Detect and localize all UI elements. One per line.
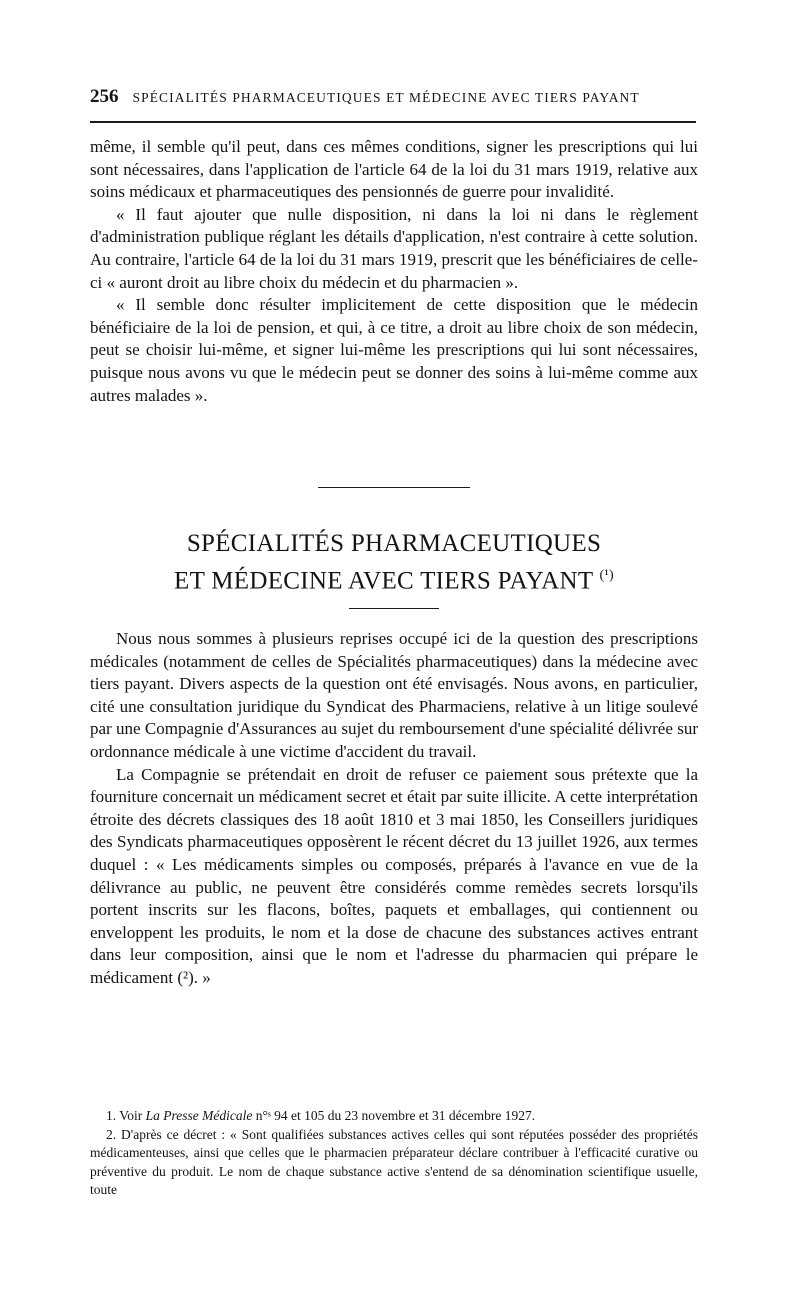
paragraph: La Compagnie se prétendait en droit de refuser ce paiement sous prétexte que la fourniture concernait un médicament secret et était par suite illicite. A cette interprétation étroite des décrets classiques des 18 août 1810 et 3 mai 1850, les Conseillers juridiques des Syndicats pharmaceutiques opposèrent le récent décret du 13 juillet 1926, aux termes duquel : « Les médicaments simples ou composés, préparés à l'avance en vue de la délivrance au public, ne peuvent être considérés comme remèdes secrets lorsqu'ils portent inscrits sur les flacons, boîtes, paquets et emballages, qui contiennent ou enveloppent les produits, le nom et la dose de chacune des substances actives entrant dans leur composition, ainsi que le nom et l'adresse du pharmacien qui prépare le médicament (²). » (90, 764, 698, 987)
header-rule (90, 121, 696, 123)
paragraph: « Il faut ajouter que nulle disposition, ni dans la loi ni dans le règlement d'administration publique réglant les détails d'application, n'est contraire à cette solution. Au contraire, l'article 64 de la loi du 31 mars 1919, prescrit que les bénéficiaires de celle-ci « auront droit au libre choix du médecin et du pharmacien ». (90, 204, 698, 292)
page-number: 256 (90, 86, 119, 107)
article-text (90, 628, 698, 990)
article-title-line-2-text: ET MÉDECINE AVEC TIERS PAYANT (174, 567, 593, 595)
footnotes (90, 1107, 698, 1200)
section-end-rule (318, 487, 470, 488)
footnote-2: 2. D'après ce décret : « Sont qualifiées substances actives celles qui sont réputées posséder des propriétés médicamenteuses, ainsi que celles que le pharmacien préparateur déclare contribuer à l'efficacité curative ou préventive du produit. Le nom de chaque substance active s'entend de sa dénomination scientifique usuelle, toute (90, 1126, 698, 1198)
footnote-reference: (¹) (599, 568, 614, 583)
paragraph: même, il semble qu'il peut, dans ces mêmes conditions, signer les prescriptions qui lui sont nécessaires, dans l'application de l'article 64 de la loi du 31 mars 1919, relative aux soins médicaux et pharmaceutiques des pensionnés de guerre pour invalidité. (90, 137, 698, 202)
paragraph: Nous nous sommes à plusieurs reprises occupé ici de la question des prescriptions médicales (notamment de celles de Spécialités pharmaceutiques) dans la médecine avec tiers payant. Divers aspects de la question ont été envisagés. Nous avons, en particulier, cité une consultation juridique du Syndicat des Pharmaciens, relative à un litige soulevé par une Compagnie d'Assurances au sujet du remboursement d'une spécialité délivrée sur ordonnance médicale à une victime d'accident du travail. (90, 629, 698, 761)
title-rule (349, 608, 439, 609)
running-head (90, 86, 696, 110)
footnote-1-journal: La Presse Médicale (145, 1108, 253, 1123)
previous-article-text (90, 136, 698, 407)
paragraph: « Il semble donc résulter implicitement de cette disposition que le médecin bénéficiaire de la loi de pension, et qui, à ce titre, a droit au libre choix de son médecin, peut se choisir lui-même, et signer lui-même les prescriptions qui lui sont nécessaires, puisque nous avons vu que le médecin peut se donner des soins à lui-même comme aux autres malades ». (90, 295, 698, 405)
article-title-line-2 (90, 560, 698, 597)
running-title: SPÉCIALITÉS PHARMACEUTIQUES ET MÉDECINE AVEC TIERS PAYANT (132, 90, 640, 105)
article-title-line-1: SPÉCIALITÉS PHARMACEUTIQUES (186, 530, 602, 557)
footnote-1 (90, 1107, 698, 1126)
footnote-1-rest: n°ˢ 94 et 105 du 23 novembre et 31 décembre 1927. (252, 1108, 536, 1123)
footnote-1-lead: 1. Voir (106, 1108, 146, 1123)
article-title (90, 528, 698, 597)
